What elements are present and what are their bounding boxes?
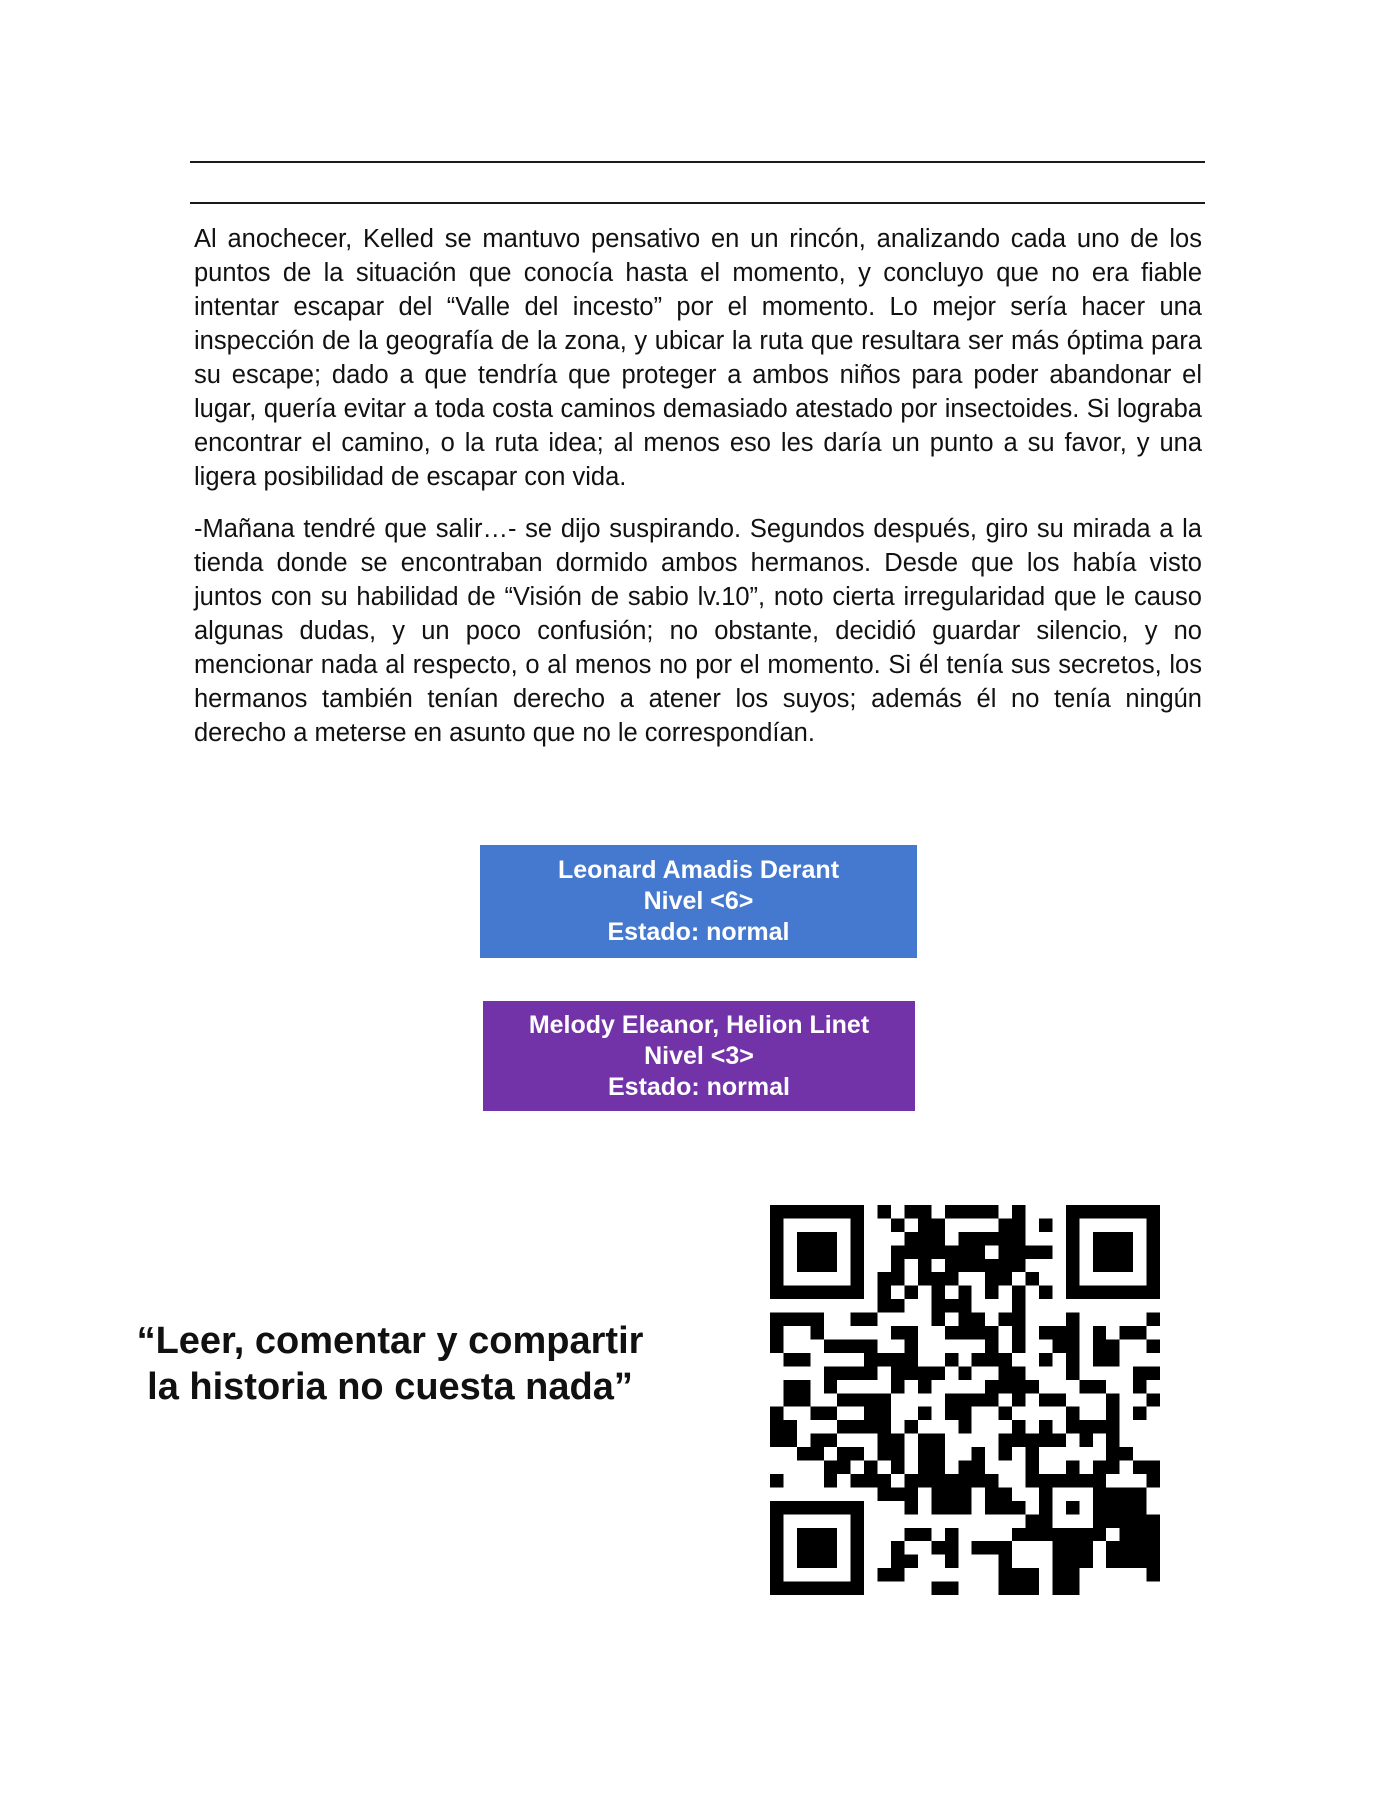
status-state: Estado: normal — [608, 1072, 790, 1101]
paragraph-2: -Mañana tendré que salir…- se dijo suspirando. Segundos después, giro su mirada a la tienda donde se encontraban dormido ambos hermanos. Desde que los había visto juntos con su habilidad de “Visión de sabio lv.10”, noto cierta irregularidad que le causo algunas dudas, y un poco confusión; no obstante, decidió guardar silencio, y no mencionar nada al respecto, o al menos no por el momento. Si él tenía sus secretos, los hermanos también tenían derecho a atener los suyos; además él no tenía ningún derecho a meterse en asunto que no le correspondían. — [194, 515, 1202, 747]
quote-line-2: la historia no cuesta nada” — [147, 1366, 633, 1408]
status-box-melody — [483, 1001, 915, 1111]
quote-line-1: “Leer, comentar y compartir — [136, 1320, 644, 1362]
paragraph-1: Al anochecer, Kelled se mantuvo pensativo en un rincón, analizando cada uno de los puntos de la situación que conocía hasta el momento, y concluyo que no era fiable intentar escapar del “Valle del incesto” por el momento. Lo mejor sería hacer una inspección de la geografía de la zona, y ubicar la ruta que resultara ser más óptima para su escape; dado a que tendría que proteger a ambos niños para poder abandonar el lugar, quería evitar a toda costa caminos demasiado atestado por insectoides. Si lograba encontrar el camino, o la ruta idea; al menos eso les daría un punto a su favor, y una ligera posibilidad de escapar con vida. — [194, 225, 1202, 491]
share-quote — [90, 1318, 690, 1410]
status-level: Nivel <6> — [643, 887, 754, 915]
status-name: Leonard Amadis Derant — [557, 856, 840, 884]
status-name: Melody Eleanor, Helion Linet — [528, 1010, 870, 1039]
second-rule — [190, 202, 1205, 204]
status-level: Nivel <3> — [644, 1041, 754, 1070]
qr-code-icon[interactable] — [770, 1205, 1160, 1595]
status-box-leonard — [480, 845, 917, 958]
top-rule — [190, 161, 1205, 163]
story-text — [194, 222, 1202, 768]
status-state: Estado: normal — [607, 918, 790, 946]
